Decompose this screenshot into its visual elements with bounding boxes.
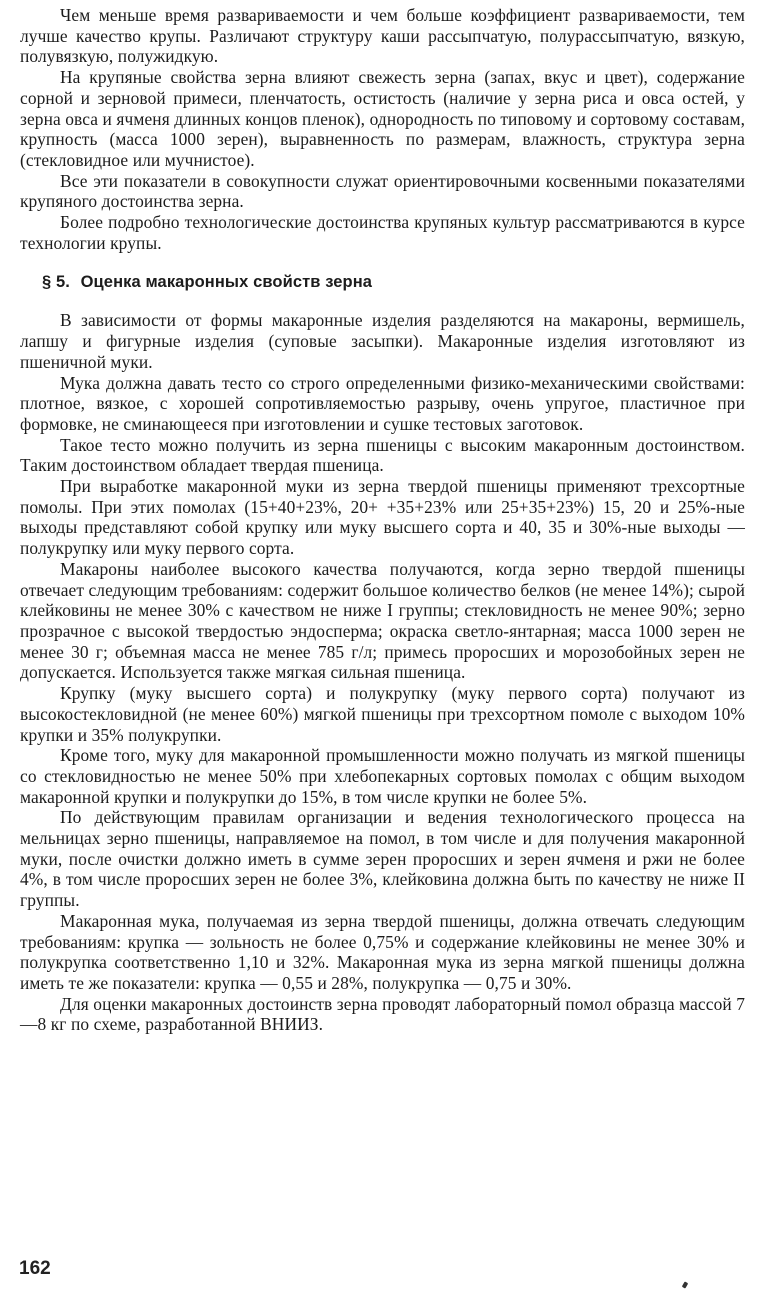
paragraph: Все эти показатели в совокупности служат ориентировочными косвенными показателями крупяного достоинства зерна. xyxy=(20,170,745,212)
page-number: 162 xyxy=(19,1258,51,1279)
paragraph: Макароны наиболее высокого качества получаются, когда зерно твердой пшеницы отвечает следующим требованиям: содержит большое количество белков (не менее 14%); сырой клейковины не менее 30% с качеством не ниже I группы; стекловидность не менее 90%; зерно прозрачное с высокой твердостью эндосперма; окраска светло-янтарная; масса 1000 зерен не менее 30 г; объемная масса не менее 785 г/л; примесь проросших и морозобойных зерен не допускается. Используется также мягкая сильная пшеница. xyxy=(20,558,745,683)
paragraph: В зависимости от формы макаронные изделия разделяются на макароны, вермишель, лапшу и фигурные изделия (суповые засыпки). Макаронные изделия изготовляют из пшеничной муки. xyxy=(20,310,745,372)
print-speck xyxy=(682,1281,688,1288)
section-heading xyxy=(42,272,745,292)
paragraph: При выработке макаронной муки из зерна твердой пшеницы применяют трехсортные помолы. При этих помолах (15+40+23%, 20+ +35+23% или 25+35+23%) 15, 20 и 25%-ные выходы представляют собой крупку или муку высшего сорта и 40, 35 и 30%-ные выходы — полукрупку или муку первого сорта. xyxy=(20,476,745,559)
section-number: § 5. xyxy=(42,273,70,292)
paragraph: Макаронная мука, получаемая из зерна твердой пшеницы, должна отвечать следующим требованиям: крупка — зольность не более 0,75% и содержание клейковины не менее 30% и полукрупка соответственно 1,10 и 32%. Макаронная мука из зерна мягкой пшеницы должна иметь те же показатели: крупка — 0,55 и 28%, полукрупка — 0,75 и 30%. xyxy=(20,910,745,993)
paragraph: Такое тесто можно получить из зерна пшеницы с высоким макаронным достоинством. Таким достоинством обладает твердая пшеница. xyxy=(20,434,745,476)
paragraph: По действующим правилам организации и ведения технологического процесса на мельницах зерно пшеницы, направляемое на помол, в том числе и для получения макаронной муки, после очистки должно иметь в сумме зерен проросших и зерен ячменя и ржи не более 4%, в том числе проросших зерен не более 3%, клейковина должна быть по качеству не ниже II группы. xyxy=(20,807,745,911)
section-title-text: Оценка макаронных свойств зерна xyxy=(80,273,373,292)
paragraph: Для оценки макаронных достоинств зерна проводят лабораторный помол образца массой 7—8 кг по схеме, разработанной ВНИИЗ. xyxy=(20,993,746,1035)
paragraph: На крупяные свойства зерна влияют свежесть зерна (запах, вкус и цвет), содержание сорной и зерновой примеси, пленчатость, остистость (наличие у зерна риса и овса остей, у зерна овса и ячменя длинных концов пленок), однородность по типовому и сортовому составам, крупность (масса 1000 зерен), выравненность по размерам, влажность, структура зерна (стекловидное или мучнистое). xyxy=(20,67,746,170)
page-body xyxy=(20,5,745,1035)
paragraph: Чем меньше время развариваемости и чем больше коэффициент развариваемости, тем лучше качество крупы. Различают структуру каши рассыпчатую, полурассыпчатую, вязкую, полувязкую, полужидкую. xyxy=(20,5,745,67)
paragraph: Кроме того, муку для макаронной промышленности можно получать из мягкой пшеницы со стекловидностью не менее 50% при хлебопекарных сортовых помолах с общим выходом макаронной крупки и полукрупки до 15%, в том числе крупки не более 5%. xyxy=(20,745,745,807)
paragraph: Более подробно технологические достоинства крупяных культур рассматриваются в курсе технологии крупы. xyxy=(20,212,745,253)
paragraph: Мука должна давать тесто со строго определенными физико-механическими свойствами: плотное, вязкое, с хорошей сопротивляемостью разрыву, очень упругое, пластичное при формовке, не сминающееся при изготовлении и сушке тестовых заготовок. xyxy=(20,372,745,434)
paragraph: Крупку (муку высшего сорта) и полукрупку (муку первого сорта) получают из высокостекловидной (не менее 60%) мягкой пшеницы при трехсортном помоле с выходом 10% крупки и 35% полукрупки. xyxy=(20,683,745,745)
